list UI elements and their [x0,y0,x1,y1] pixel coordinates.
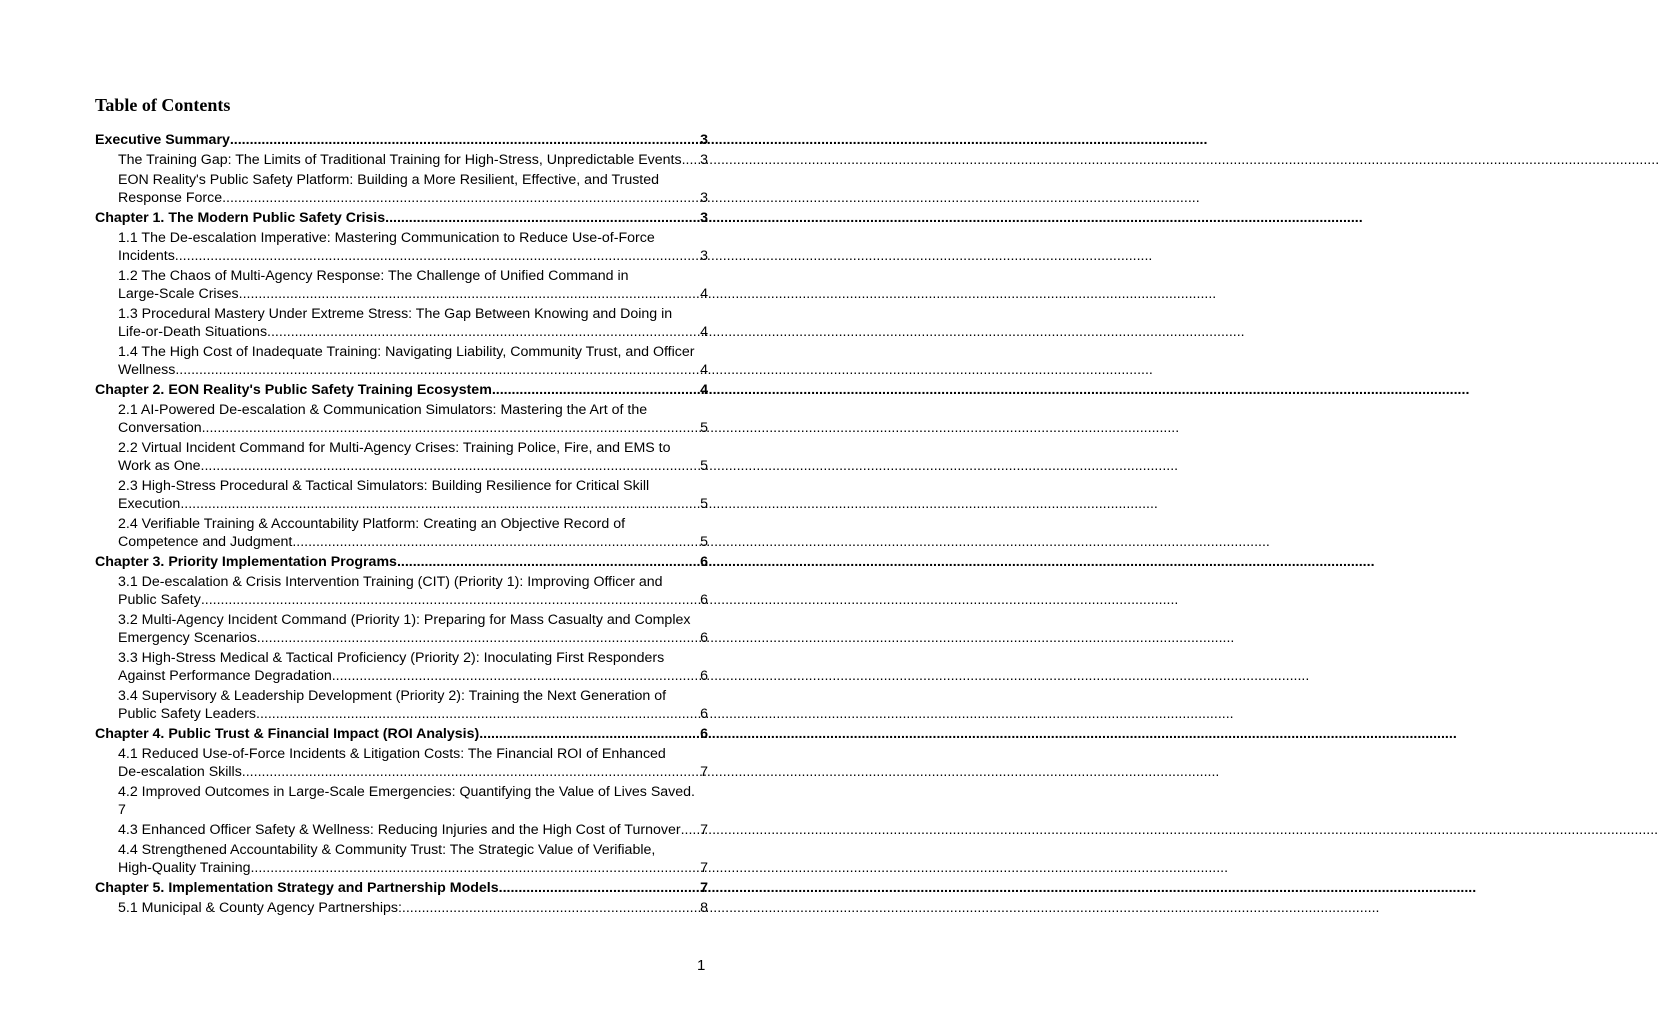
toc-section-entry[interactable] [95,783,708,819]
dot-leader [492,381,699,399]
toc-entry-title: Competence and Judgment [118,534,293,550]
toc-entry-title: Execution [118,496,181,512]
toc-entry-leader-line [118,629,708,647]
dot-leader [242,763,699,781]
page-title: Table of Contents [95,95,231,115]
toc-section-entry[interactable] [95,477,708,513]
toc-entry-page: 4 [700,382,708,398]
toc-entry-page: 6 [700,706,708,722]
toc-entry-text-line: 1.2 The Chaos of Multi-Agency Response: The Challenge of Unified Command in [118,268,629,284]
dot-leader [175,361,699,379]
toc-entry-page: 5 [700,458,708,474]
toc-entry-title: Public Safety Leaders [118,706,257,722]
toc-section-entry[interactable] [95,841,708,877]
toc-entry-title: Work as One [118,458,201,474]
toc-chapter-entry[interactable] [95,553,708,571]
toc-entry-title: Executive Summary [95,132,230,148]
toc-entry-leader-line [118,323,708,341]
toc-entry-title: Wellness [118,362,176,378]
dot-leader [201,591,699,609]
toc-entry-title: De-escalation Skills [118,764,242,780]
toc-entry-title: Against Performance Degradation [118,668,332,684]
toc-entry-leader-line [118,533,708,551]
toc-section-entry[interactable] [95,343,708,379]
toc-entry-page: 6 [700,554,708,570]
toc-entry-leader-line [95,553,708,571]
toc-entry-page: 7 [700,860,708,876]
toc-entry-page: 3 [700,152,708,168]
toc-entry-leader-line [118,151,708,169]
dot-leader [499,879,699,897]
toc-chapter-entry[interactable] [95,209,708,227]
dot-leader [230,131,699,149]
toc-entry-page: 4 [700,286,708,302]
toc-entry-leader-line [118,189,708,207]
toc-section-entry[interactable] [95,151,708,169]
dot-leader [257,629,699,647]
toc-section-entry[interactable] [95,305,708,341]
toc-entry-leader-line [118,763,708,781]
dot-leader [202,419,700,437]
toc-entry-page: 3 [700,210,708,226]
dot-leader [222,189,699,207]
dot-leader [385,209,699,227]
toc-entry-page: 7 [118,802,126,818]
toc-entry-leader-line [118,591,708,609]
toc-entry-page: 6 [700,592,708,608]
toc-chapter-entry[interactable] [95,131,708,149]
toc-entry-text-line: 4.2 Improved Outcomes in Large-Scale Emergencies: Quantifying the Value of Lives Saved. [118,784,696,800]
dot-leader [175,247,699,265]
toc-entry-text-line: 1.3 Procedural Mastery Under Extreme Stress: The Gap Between Knowing and Doing in [118,306,673,322]
toc-section-entry[interactable] [95,401,708,437]
toc-entry-title: Chapter 1. The Modern Public Safety Crisis [95,210,386,226]
dot-leader [332,667,699,685]
toc-entry-text-line: EON Reality's Public Safety Platform: Building a More Resilient, Effective, and Trusted [118,172,660,188]
toc-entry-page: 3 [700,248,708,264]
table-of-contents [95,131,708,919]
toc-entry-leader-line [95,879,708,897]
toc-entry-leader-line [118,859,708,877]
toc-entry-page: 6 [700,726,708,742]
toc-chapter-entry[interactable] [95,725,708,743]
toc-entry-page: 5 [700,420,708,436]
dot-leader [402,899,699,917]
toc-entry-text-line: 1.4 The High Cost of Inadequate Training: Navigating Liability, Community Trust, and Officer [118,344,695,360]
toc-entry-title: 4.3 Enhanced Officer Safety & Wellness: Reducing Injuries and the High Cost of Turnover [118,822,681,838]
toc-entry-leader-line [118,361,708,379]
toc-entry-text-line: 2.1 AI-Powered De-escalation & Communication Simulators: Mastering the Art of the [118,402,648,418]
toc-entry-leader-line [95,131,708,149]
toc-section-entry[interactable] [95,745,708,781]
toc-entry-page: 4 [700,362,708,378]
toc-entry-page: 7 [700,764,708,780]
toc-section-entry[interactable] [95,649,708,685]
dot-leader [250,859,699,877]
toc-section-entry[interactable] [95,439,708,475]
toc-entry-title: Incidents [118,248,175,264]
page-number: 1 [697,957,706,974]
toc-entry-leader-line [118,285,708,303]
dot-leader [256,705,699,723]
toc-entry-title: The Training Gap: The Limits of Traditional Training for High-Stress, Unpredictable Events [118,152,682,168]
dot-leader [180,495,699,513]
toc-entry-leader-line [118,667,708,685]
toc-section-entry[interactable] [95,171,708,207]
toc-entry-leader-line [118,899,708,917]
toc-entry-title: Life-or-Death Situations [118,324,268,340]
toc-entry-title: 5.1 Municipal & County Agency Partnerships: [118,900,402,916]
toc-chapter-entry[interactable] [95,381,708,399]
dot-leader [201,457,700,475]
toc-section-entry[interactable] [95,611,708,647]
toc-entry-leader-line [95,209,708,227]
document-page [0,0,800,1035]
toc-entry-title: Chapter 3. Priority Implementation Programs [95,554,397,570]
toc-entry-text-line: 4.4 Strengthened Accountability & Community Trust: The Strategic Value of Verifiable, [118,842,656,858]
toc-entry-leader-line [118,457,708,475]
toc-entry-text-line: 2.3 High-Stress Procedural & Tactical Simulators: Building Resilience for Critical Skill [118,478,650,494]
toc-section-entry[interactable] [95,573,708,609]
dot-leader [397,553,699,571]
toc-entry-text-line: 2.2 Virtual Incident Command for Multi-Agency Crises: Training Police, Fire, and EMS to [118,440,671,456]
toc-entry-text-line: 3.4 Supervisory & Leadership Development (Priority 2): Training the Next Generation of [118,688,667,704]
dot-leader [267,323,699,341]
toc-entry-title: Public Safety [118,592,201,608]
toc-entry-title: High-Quality Training [118,860,251,876]
toc-entry-title: Response Force [118,190,223,206]
toc-entry-leader-line [118,495,708,513]
toc-section-entry[interactable] [95,821,708,839]
dot-leader [239,285,699,303]
toc-entry-title: Large-Scale Crises [118,286,239,302]
toc-entry-page: 6 [700,668,708,684]
toc-entry-title: Conversation [118,420,202,436]
toc-entry-title: Emergency Scenarios [118,630,257,646]
toc-entry-page: 4 [700,324,708,340]
toc-entry-leader-line [118,247,708,265]
toc-entry-page: 3 [700,132,708,148]
dot-leader [479,725,699,743]
toc-entry-page: 3 [700,190,708,206]
toc-entry-text-line: 1.1 The De-escalation Imperative: Mastering Communication to Reduce Use-of-Force [118,230,655,246]
toc-chapter-entry[interactable] [95,879,708,897]
toc-entry-page: 5 [700,534,708,550]
toc-section-entry[interactable] [95,899,708,917]
dot-leader [292,533,699,551]
toc-entry-title: Chapter 2. EON Reality's Public Safety Training Ecosystem [95,382,492,398]
toc-entry-text-line: 4.1 Reduced Use-of-Force Incidents & Litigation Costs: The Financial ROI of Enhanced [118,746,666,762]
toc-entry-page: 6 [700,630,708,646]
toc-entry-leader-line [118,821,708,839]
toc-entry-text-line: 3.1 De-escalation & Crisis Intervention Training (CIT) (Priority 1): Improving Officer and [118,574,663,590]
toc-entry-text-line: 3.2 Multi-Agency Incident Command (Priority 1): Preparing for Mass Casualty and Complex [118,612,691,628]
toc-section-entry[interactable] [95,687,708,723]
toc-entry-page: 7 [700,822,708,838]
dot-leader [682,151,700,169]
toc-entry-page: 8 [700,900,708,916]
toc-entry-text-line: 3.3 High-Stress Medical & Tactical Proficiency (Priority 2): Inoculating First Responders [118,650,665,666]
toc-entry-leader-line [118,705,708,723]
toc-entry-leader-line [95,381,708,399]
toc-entry-title: Chapter 5. Implementation Strategy and Partnership Models [95,880,499,896]
dot-leader [681,821,700,839]
toc-entry-leader-line [95,725,708,743]
toc-entry-page: 5 [700,496,708,512]
toc-section-entry[interactable] [95,229,708,265]
toc-section-entry[interactable] [95,267,708,303]
toc-entry-leader-line [118,419,708,437]
toc-entry-title: Chapter 4. Public Trust & Financial Impact (ROI Analysis) [95,726,480,742]
toc-section-entry[interactable] [95,515,708,551]
toc-entry-page: 7 [700,880,708,896]
toc-entry-text-line: 2.4 Verifiable Training & Accountability Platform: Creating an Objective Record of [118,516,626,532]
